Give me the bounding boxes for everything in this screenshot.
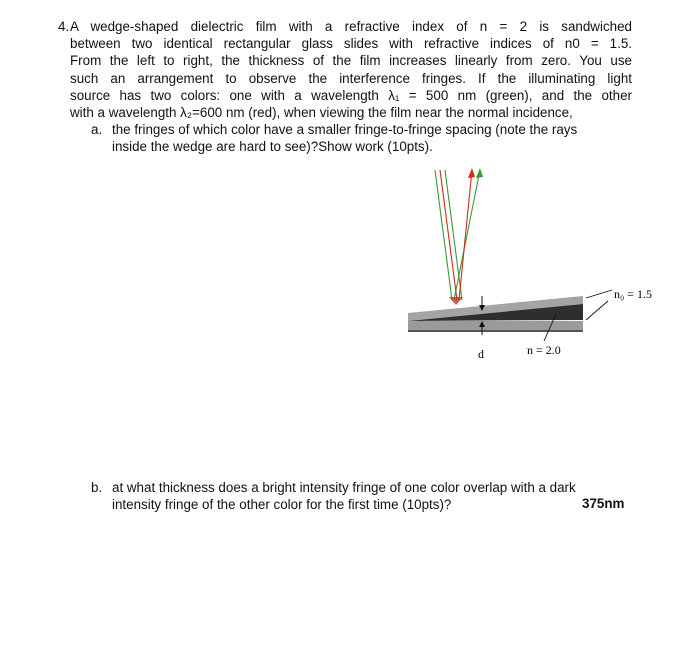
question-line: A wedge-shaped dielectric film with a refractive index of n = 2 is sandwiched [70, 19, 632, 34]
d-arrowhead-top [479, 305, 485, 311]
n0-label: n₀ = 1.5 [614, 287, 652, 301]
answer-text: 375nm [582, 496, 625, 511]
red-incident-ray [440, 170, 457, 300]
green-incident-ray-2 [445, 170, 462, 300]
n0-leader-line-2 [586, 301, 608, 320]
question-line: From the left to right, the thickness of the film increases linearly from zero. You use [70, 53, 632, 69]
part-a-label: a. [91, 122, 103, 137]
question-line: source has two colors: one with a wavelength λ₁ = 500 nm (green), and the other [70, 87, 632, 103]
n-leader-line [544, 314, 556, 341]
green-arrowhead [476, 168, 483, 178]
green-reflected-ray [454, 170, 480, 300]
question-4 [58, 18, 632, 121]
red-reflected-ray [459, 170, 472, 300]
part-a-line: inside the wedge are hard to see)?Show work (10pts). [112, 139, 433, 155]
n-label: n = 2.0 [527, 343, 561, 357]
question-line: between two identical rectangular glass slides with refractive indices of n0 = 1.5. [70, 36, 632, 52]
bottom-glass-edge [408, 330, 583, 332]
d-label: d [478, 347, 484, 361]
red-arrowhead [468, 168, 475, 178]
n0-leader-line [586, 290, 612, 298]
d-arrowhead-bottom [479, 321, 485, 327]
part-a-line: the fringes of which color have a smaller fringe-to-fringe spacing (note the rays [112, 122, 578, 137]
question-line: with a wavelength λ₂=600 nm (red), when viewing the film near the normal incidence, [70, 105, 573, 121]
question-number: 4. [58, 19, 70, 34]
part-b-line: at what thickness does a bright intensity fringe of one color overlap with a dark [112, 480, 576, 495]
wedge-film [408, 304, 583, 321]
part-b-label: b. [91, 480, 103, 495]
top-glass-slide [408, 296, 583, 321]
green-incident-ray [435, 170, 452, 300]
question-line: such an arrangement to observe the interference fringes. If the illuminating light [70, 70, 632, 86]
incidence-point-marks [449, 297, 463, 305]
bottom-glass-slide [408, 321, 583, 330]
part-b-line: intensity fringe of the other color for the first time (10pts)? [112, 497, 452, 513]
